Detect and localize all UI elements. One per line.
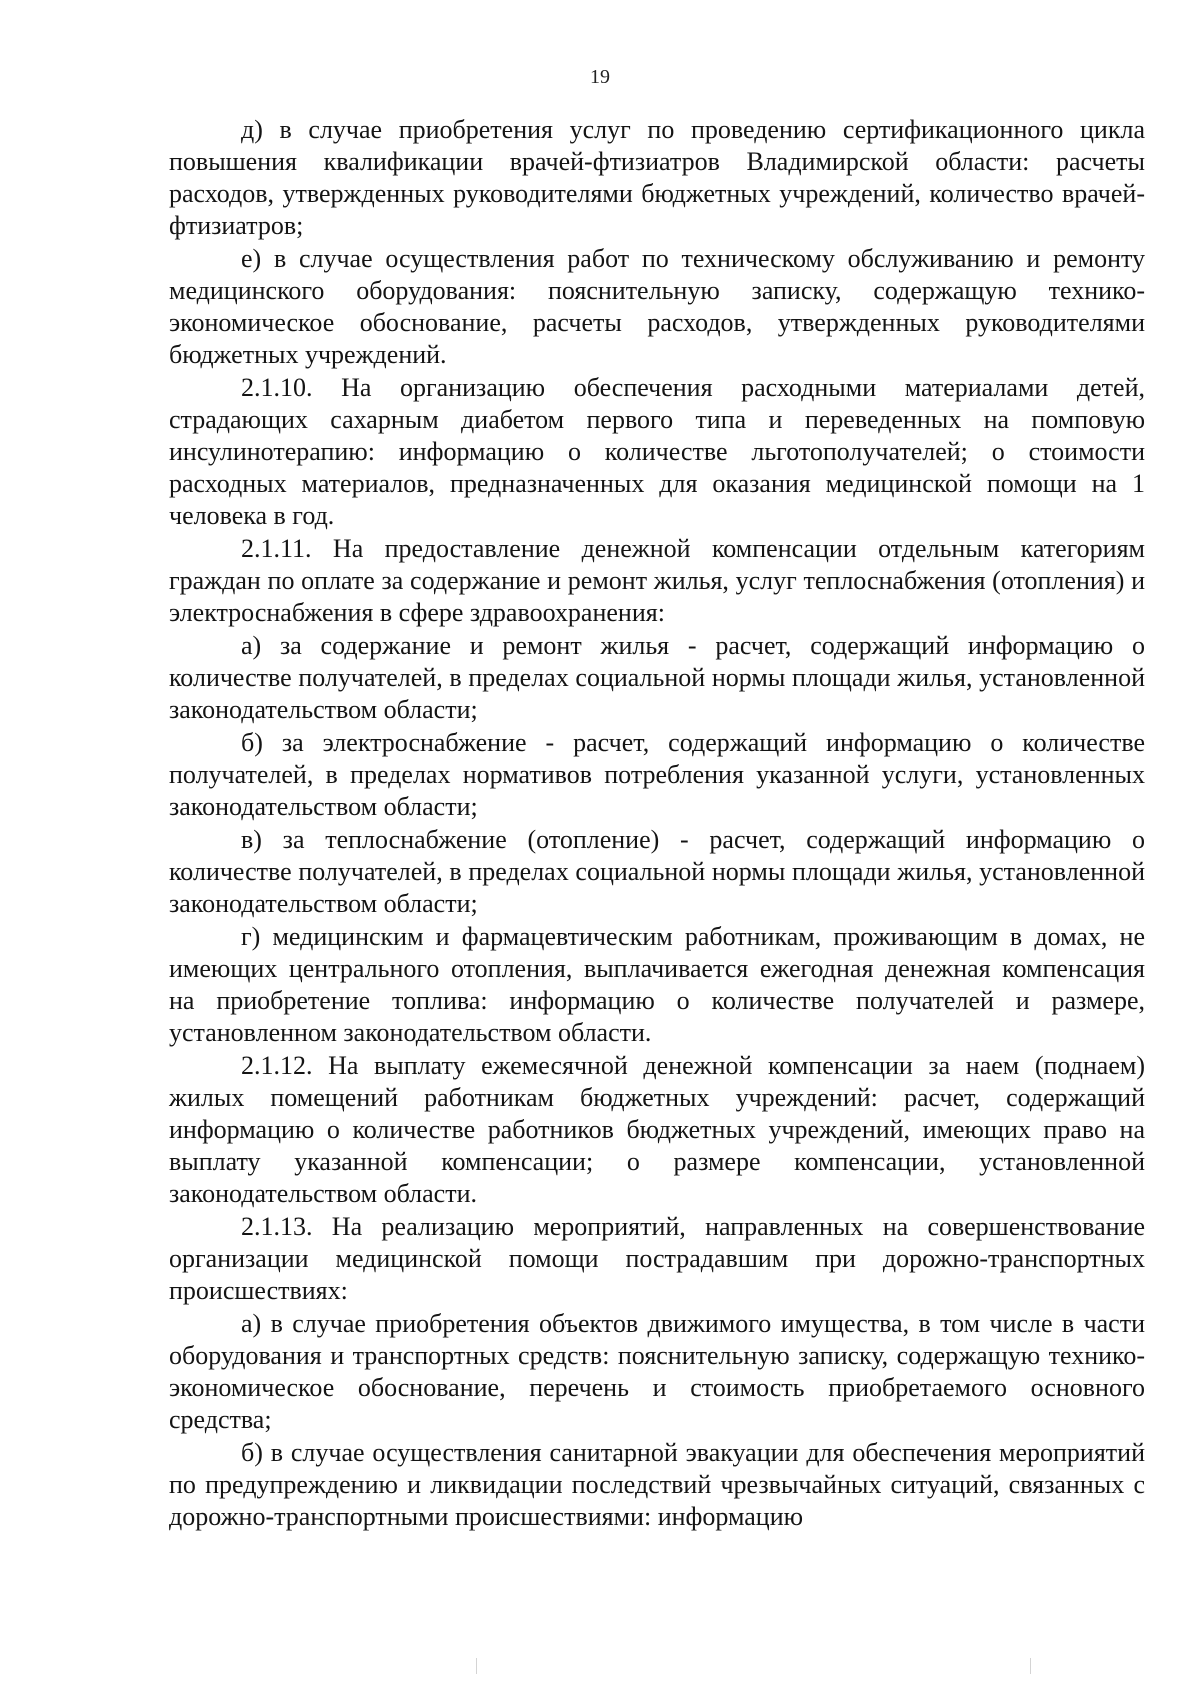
paragraph-2-1-13-a: а) в случае приобретения объектов движимого имущества, в том числе в части оборудования и транспортных средств: пояснительную записку, содержащую технико-экономическое обоснование, перечень и стоимость приобретаемого основного средства;: [169, 1309, 1145, 1434]
scan-artifact-left: [476, 1658, 477, 1674]
paragraph-2-1-11-b: б) за электроснабжение - расчет, содержащий информацию о количестве получателей, в пределах нормативов потребления указанной услуги, установленных законодательством области;: [169, 728, 1145, 821]
page-number: 19: [590, 66, 610, 88]
paragraph-e-equipment-maintenance: е) в случае осуществления работ по техническому обслуживанию и ремонту медицинского оборудования: пояснительную записку, содержащую технико-экономическое обоснование, расчеты расходов, утвержденных руководителями бюджетных учреждений.: [169, 244, 1145, 369]
paragraph-2-1-11-g: г) медицинским и фармацевтическим работникам, проживающим в домах, не имеющих центрального отопления, выплачивается ежегодная денежная компенсация на приобретение топлива: информацию о количестве получателей и размере, установленном законодательством области.: [169, 922, 1145, 1047]
paragraph-2-1-12: 2.1.12. На выплату ежемесячной денежной компенсации за наем (поднаем) жилых помещений работникам бюджетных учреждений: расчет, содержащий информацию о количестве работников бюджетных учреждений, имеющих право на выплату указанной компенсации; о размере компенсации, установленной законодательством области.: [169, 1051, 1145, 1208]
paragraph-2-1-13: 2.1.13. На реализацию мероприятий, направленных на совершенствование организации медицинской помощи пострадавшим при дорожно-транспортных происшествиях:: [169, 1212, 1145, 1305]
paragraph-2-1-10: 2.1.10. На организацию обеспечения расходными материалами детей, страдающих сахарным диабетом первого типа и переведенных на помповую инсулинотерапию: информацию о количестве льготополучателей; о стоимости расходных материалов, предназначенных для оказания медицинской помощи на 1 человека в год.: [169, 373, 1145, 530]
paragraph-2-1-11-v: в) за теплоснабжение (отопление) - расчет, содержащий информацию о количестве получателей, в пределах социальной нормы площади жилья, установленной законодательством области;: [169, 825, 1145, 918]
paragraph-2-1-13-b: б) в случае осуществления санитарной эвакуации для обеспечения мероприятий по предупреждению и ликвидации последствий чрезвычайных ситуаций, связанных с дорожно-транспортными происшествиями: информацию: [169, 1438, 1145, 1531]
document-body: [169, 114, 1145, 1534]
paragraph-2-1-11-a: а) за содержание и ремонт жилья - расчет, содержащий информацию о количестве получателей, в пределах социальной нормы площади жилья, установленной законодательством области;: [169, 631, 1145, 724]
scan-artifact-right: [1030, 1658, 1031, 1674]
paragraph-d-certification: д) в случае приобретения услуг по проведению сертификационного цикла повышения квалификации врачей-фтизиатров Владимирской области: расчеты расходов, утвержденных руководителями бюджетных учреждений, количество врачей-фтизиатров;: [169, 115, 1145, 240]
paragraph-2-1-11: 2.1.11. На предоставление денежной компенсации отдельным категориям граждан по оплате за содержание и ремонт жилья, услуг теплоснабжения (отопления) и электроснабжения в сфере здравоохранения:: [169, 534, 1145, 627]
